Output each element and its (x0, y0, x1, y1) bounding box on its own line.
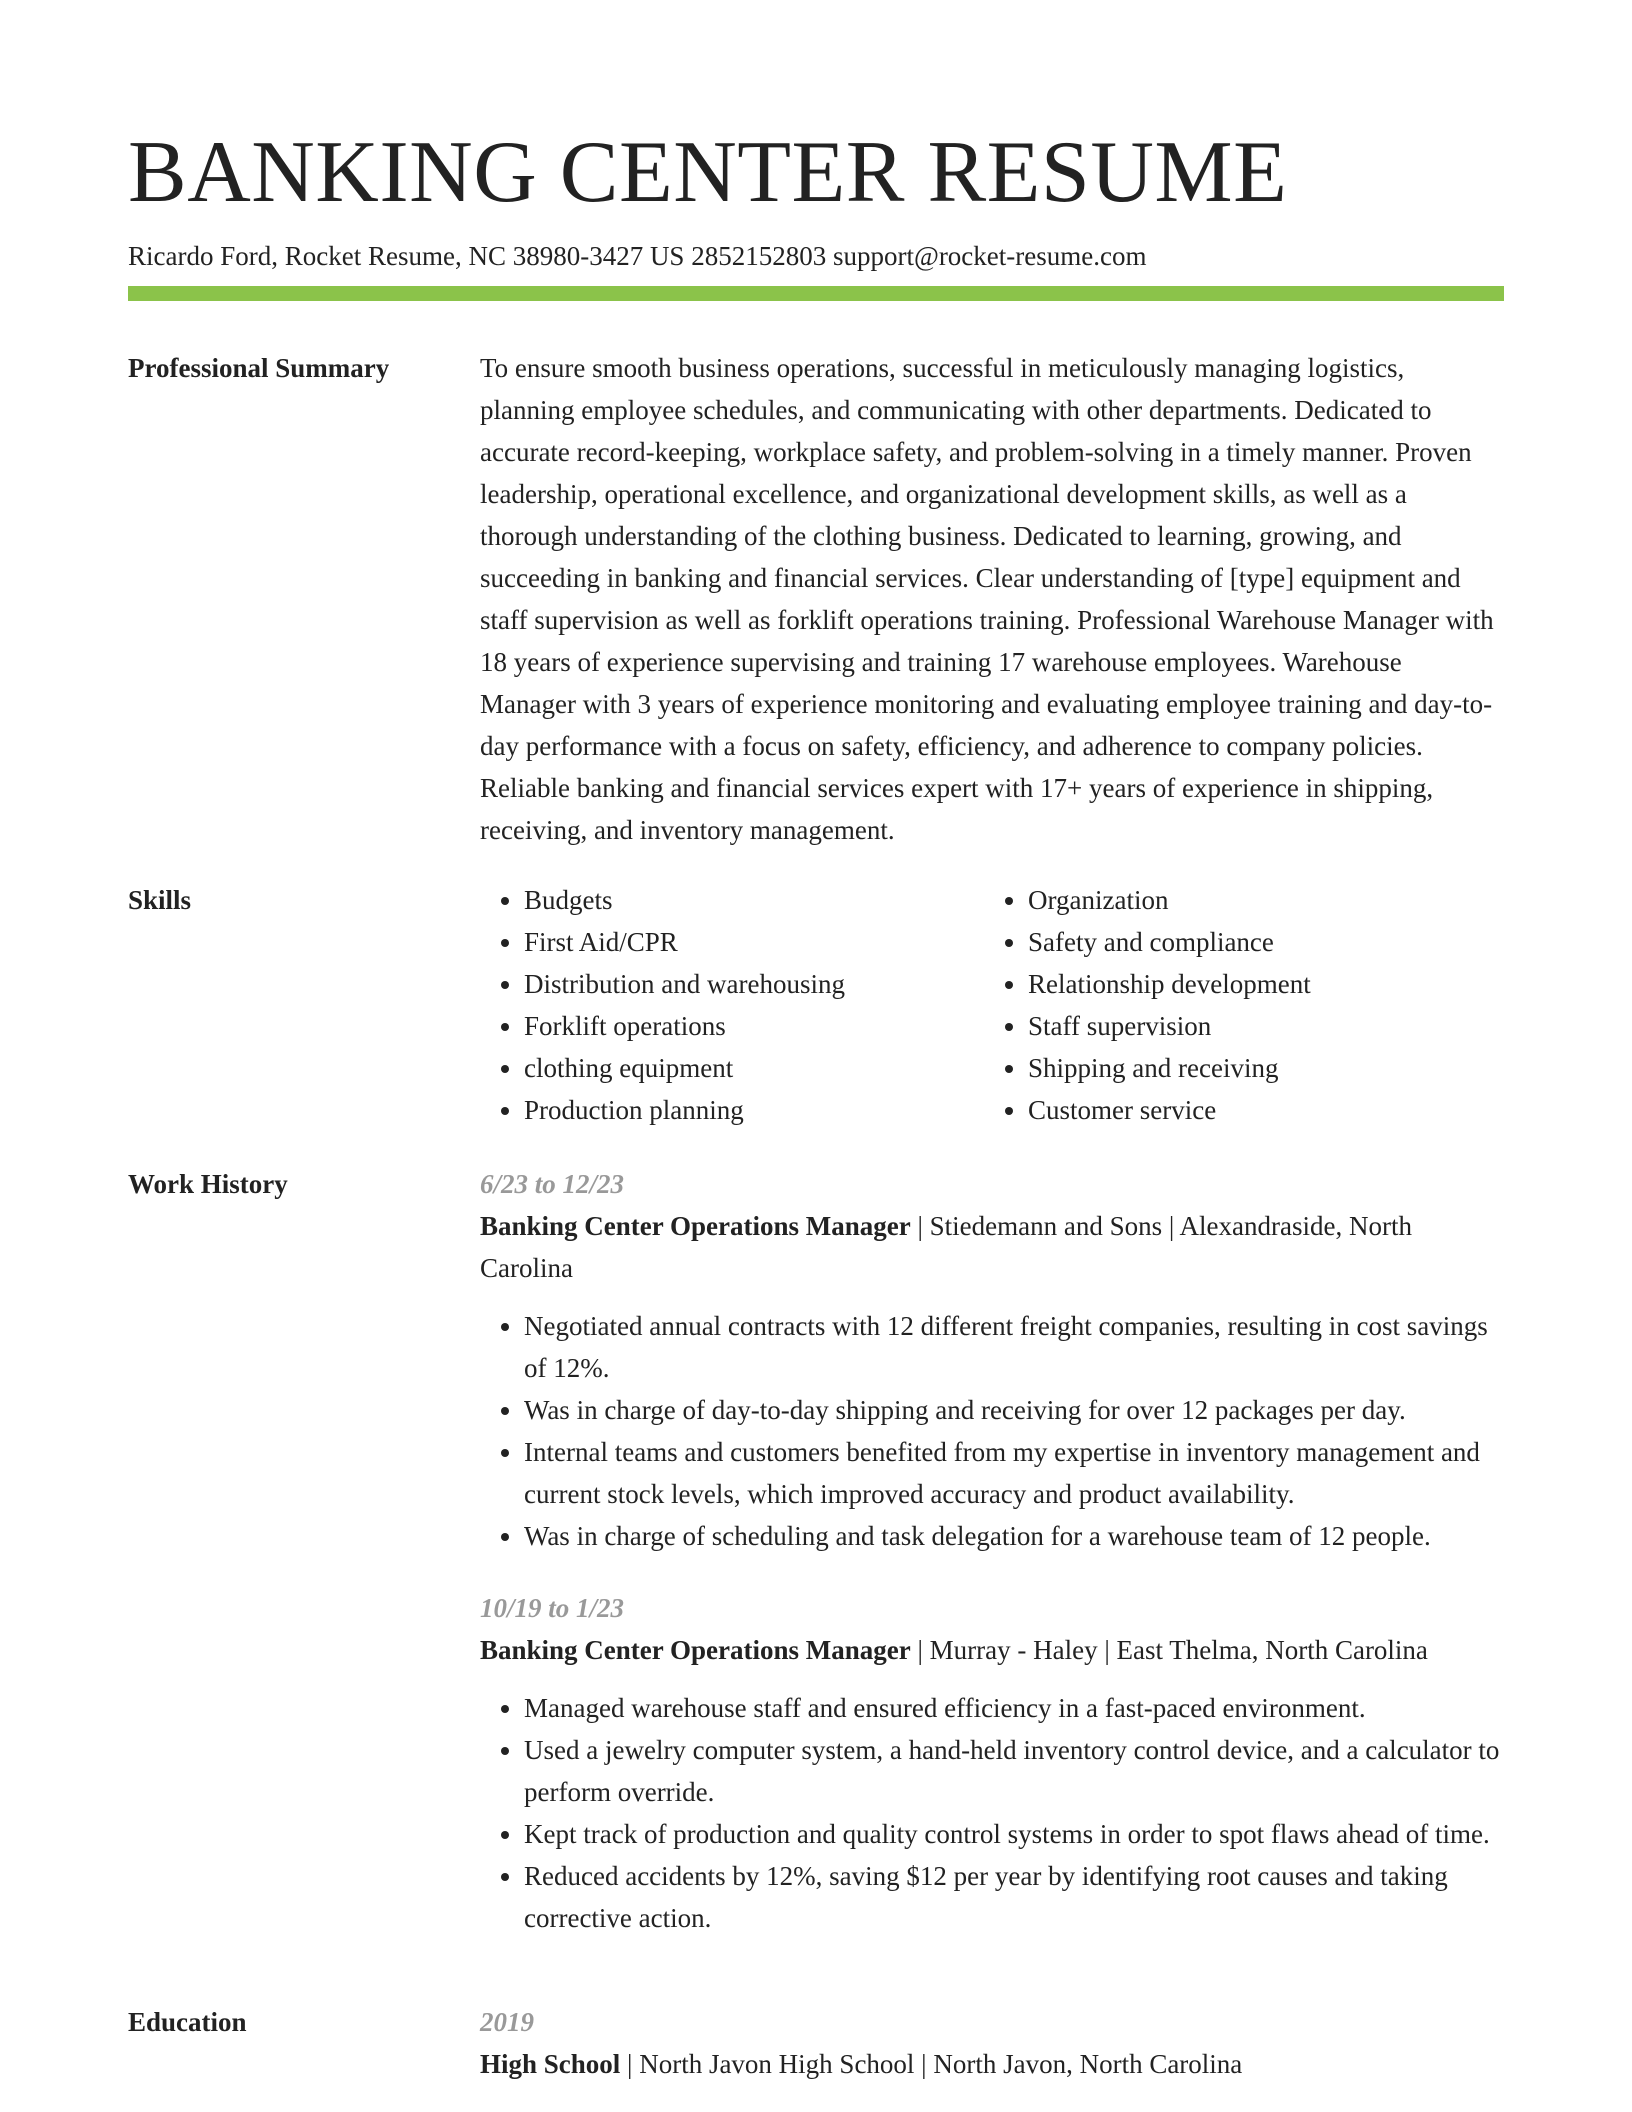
job-date: 10/19 to 1/23 (480, 1593, 625, 1623)
job-bullet: • Internal teams and customers benefited from my expertise in inventory management and current stock levels, which improved accuracy and product availability. (524, 1431, 1504, 1515)
summary-body (480, 347, 1504, 851)
skills-heading: Skills (128, 885, 192, 915)
summary-heading: Professional Summary (128, 353, 390, 383)
skill-item: • Customer service (1028, 1089, 1488, 1131)
job-entry (480, 1163, 1504, 1557)
accent-divider (128, 286, 1504, 301)
skill-item: • Budgets (524, 879, 984, 921)
job-bullet: • Managed warehouse staff and ensured efficiency in a fast-paced environment. (524, 1687, 1504, 1729)
job-heading (480, 1205, 1504, 1289)
job-bullets (480, 1305, 1504, 1557)
skill-item: • Production planning (524, 1089, 984, 1131)
job-entry (480, 1587, 1504, 1939)
job-bullet: • Was in charge of scheduling and task delegation for a warehouse team of 12 people. (524, 1515, 1504, 1557)
resume-header (128, 118, 1504, 274)
education-degree: High School (480, 2049, 621, 2079)
skill-item: • Forklift operations (524, 1005, 984, 1047)
job-heading (480, 1629, 1504, 1671)
job-bullet: • Negotiated annual contracts with 12 different freight companies, resulting in cost savings of 12%. (524, 1305, 1504, 1389)
job-title: Banking Center Operations Manager (480, 1211, 911, 1241)
skill-item: • Staff supervision (1028, 1005, 1488, 1047)
education-details: | North Javon High School | North Javon, North Carolina (620, 2049, 1243, 2079)
skills-body (480, 879, 1504, 1131)
summary-text: To ensure smooth business operations, successful in meticulously managing logistics, planning employee schedules, and communicating with other departments. Dedicated to accurate record-keeping, workplace safety, and problem-solving in a timely manner. Proven leadership, operational excellence, and organizational development skills, as well as a thorough understanding of the clothing business. Dedicated to learning, growing, and succeeding in banking and financial services. Clear understanding of [type] equipment and staff supervision as well as forklift operations training. Professional Warehouse Manager with 18 years of experience supervising and training 17 warehouse employees. Warehouse Manager with 3 years of experience monitoring and evaluating employee training and day-to-day performance with a focus on safety, efficiency, and adherence to company policies. Reliable banking and financial services expert with 17+ years of experience in shipping, receiving, and inventory management. (480, 353, 1494, 845)
education-heading-line (480, 2043, 1504, 2085)
job-bullet: • Kept track of production and quality control systems in order to spot flaws ahead of time. (524, 1813, 1504, 1855)
job-bullet: • Reduced accidents by 12%, saving $12 per year by identifying root causes and taking corrective action. (524, 1855, 1504, 1939)
skill-item: • clothing equipment (524, 1047, 984, 1089)
skills-list-right (984, 879, 1488, 1131)
skill-item: • First Aid/CPR (524, 921, 984, 963)
job-details: | Stiedemann and Sons | Alexandraside, North Carolina (480, 1211, 1412, 1283)
work-history-body (480, 1163, 1504, 1969)
contact-line: Ricardo Ford, Rocket Resume, NC 38980-3427 US 2852152803 support@rocket-resume.com (128, 241, 1147, 271)
job-bullets (480, 1687, 1504, 1939)
skills-list-left (480, 879, 984, 1131)
job-bullet: • Was in charge of day-to-day shipping and receiving for over 12 packages per day. (524, 1389, 1504, 1431)
job-date: 6/23 to 12/23 (480, 1169, 625, 1199)
education-date: 2019 (480, 2007, 534, 2037)
job-bullet: • Used a jewelry computer system, a hand-held inventory control device, and a calculator to perform override. (524, 1729, 1504, 1813)
job-details: | Murray - Haley | East Thelma, North Carolina (910, 1635, 1428, 1665)
work-history-heading: Work History (128, 1169, 288, 1199)
education-body (480, 2001, 1504, 2085)
skill-item: • Distribution and warehousing (524, 963, 984, 1005)
skill-item: • Relationship development (1028, 963, 1488, 1005)
education-heading: Education (128, 2007, 247, 2037)
resume-title: BANKING CENTER RESUME (128, 124, 1288, 221)
skill-item: • Safety and compliance (1028, 921, 1488, 963)
job-title: Banking Center Operations Manager (480, 1635, 911, 1665)
skill-item: • Shipping and receiving (1028, 1047, 1488, 1089)
skill-item: • Organization (1028, 879, 1488, 921)
